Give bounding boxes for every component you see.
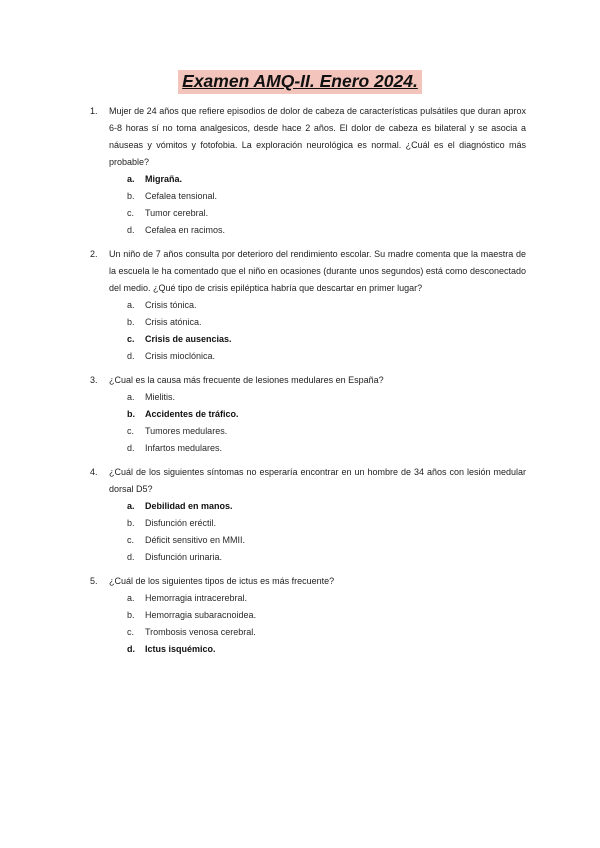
- option-letter: d.: [127, 644, 135, 654]
- answer-options: [0, 590, 600, 658]
- answer-option-4-d: [0, 549, 600, 566]
- option-text: Cefalea en racimos.: [145, 225, 226, 235]
- option-text: Tumor cerebral.: [145, 208, 209, 218]
- answer-option-1-d: [0, 222, 600, 239]
- option-letter: a.: [127, 392, 135, 402]
- option-letter: c.: [127, 334, 135, 344]
- answer-options: [0, 171, 600, 239]
- question-text: ¿Cual es la causa más frecuente de lesiones medulares en España?: [109, 375, 384, 385]
- option-text: Infartos medulares.: [145, 443, 223, 453]
- option-text: Disfunción eréctil.: [145, 518, 217, 528]
- question-number: 1.: [90, 106, 98, 116]
- title-container: [0, 70, 600, 94]
- option-text: Cefalea tensional.: [145, 191, 218, 201]
- answer-option-3-d: [0, 440, 600, 457]
- answer-option-5-d: [0, 641, 600, 658]
- option-text: Hemorragia subaracnoidea.: [145, 610, 257, 620]
- page-title: Examen AMQ-II. Enero 2024.: [178, 70, 422, 94]
- question-text: Un niño de 7 años consulta por deterioro del rendimiento escolar. Su madre comenta que la maestra de la escuela le ha comentado que el niño en ocasiones (durante unos segundos) está como desconectado del medio. ¿Qué tipo de crisis epiléptica habría que descartar en primer lugar?: [109, 249, 526, 293]
- option-text: Hemorragia intracerebral.: [145, 593, 248, 603]
- answer-options: [0, 498, 600, 566]
- option-text: Tumores medulares.: [145, 426, 228, 436]
- answer-option-2-b: [0, 314, 600, 331]
- question-number: 3.: [90, 375, 98, 385]
- answer-option-3-a: [0, 389, 600, 406]
- answer-option-3-b: [0, 406, 600, 423]
- answer-option-2-d: [0, 348, 600, 365]
- option-letter: a.: [127, 593, 135, 603]
- option-text: Crisis de ausencias.: [145, 334, 232, 344]
- option-text: Debilidad en manos.: [145, 501, 233, 511]
- option-letter: d.: [127, 351, 135, 361]
- option-letter: b.: [127, 191, 135, 201]
- question-5: [0, 573, 600, 658]
- question-4: [0, 464, 600, 566]
- option-text: Ictus isquémico.: [145, 644, 216, 654]
- question-number: 4.: [90, 467, 98, 477]
- answer-option-1-a: [0, 171, 600, 188]
- question-text: Mujer de 24 años que refiere episodios de dolor de cabeza de características pulsátiles que duran aprox 6-8 horas sí no toma analgesicos, desde hace 2 años. El dolor de cabeza es bilateral y se asocia a náuseas y vómitos y fotofobia. La exploración neurológica es normal. ¿Cuál es el diagnóstico más probable?: [109, 106, 526, 167]
- question-number: 5.: [90, 576, 98, 586]
- option-letter: d.: [127, 552, 135, 562]
- question-1: [0, 103, 600, 239]
- option-letter: c.: [127, 627, 135, 637]
- option-text: Disfunción urinaria.: [145, 552, 223, 562]
- option-letter: d.: [127, 443, 135, 453]
- answer-options: [0, 389, 600, 457]
- question-3: [0, 372, 600, 457]
- option-letter: a.: [127, 300, 135, 310]
- option-letter: b.: [127, 610, 135, 620]
- option-letter: c.: [127, 535, 135, 545]
- answer-option-5-c: [0, 624, 600, 641]
- answer-option-5-b: [0, 607, 600, 624]
- option-text: Crisis tónica.: [145, 300, 197, 310]
- option-letter: b.: [127, 317, 135, 327]
- option-text: Crisis mioclónica.: [145, 351, 216, 361]
- answer-option-2-a: [0, 297, 600, 314]
- answer-option-1-b: [0, 188, 600, 205]
- option-letter: a.: [127, 501, 135, 511]
- option-letter: b.: [127, 518, 135, 528]
- option-text: Migraña.: [145, 174, 183, 184]
- answer-option-5-a: [0, 590, 600, 607]
- answer-option-2-c: [0, 331, 600, 348]
- option-letter: c.: [127, 208, 135, 218]
- option-text: Mielitis.: [145, 392, 176, 402]
- answer-options: [0, 297, 600, 365]
- option-letter: b.: [127, 409, 135, 419]
- question-number: 2.: [90, 249, 98, 259]
- answer-option-1-c: [0, 205, 600, 222]
- answer-option-4-a: [0, 498, 600, 515]
- option-text: Accidentes de tráfico.: [145, 409, 239, 419]
- question-2: [0, 246, 600, 365]
- answer-option-3-c: [0, 423, 600, 440]
- question-text: ¿Cuál de los siguientes síntomas no esperaría encontrar en un hombre de 34 años con lesión medular dorsal D5?: [109, 467, 526, 494]
- question-list: [0, 103, 600, 665]
- option-text: Trombosis venosa cerebral.: [145, 627, 256, 637]
- option-letter: c.: [127, 426, 135, 436]
- answer-option-4-c: [0, 532, 600, 549]
- option-letter: a.: [127, 174, 135, 184]
- option-text: Crisis atónica.: [145, 317, 202, 327]
- answer-option-4-b: [0, 515, 600, 532]
- option-letter: d.: [127, 225, 135, 235]
- option-text: Déficit sensitivo en MMII.: [145, 535, 246, 545]
- question-text: ¿Cuál de los siguientes tipos de ictus es más frecuente?: [109, 576, 335, 586]
